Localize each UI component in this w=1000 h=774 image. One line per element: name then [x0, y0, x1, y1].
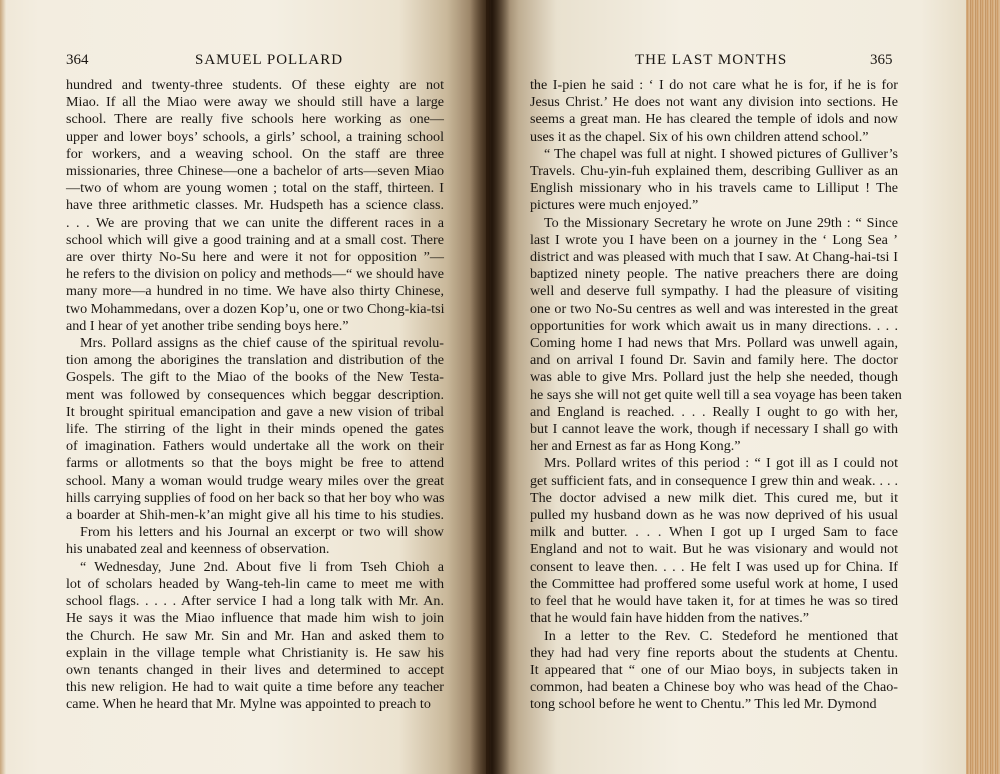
text-line: the I-pien he said : ‘ I do not care what he is for, if he is for: [530, 77, 898, 93]
text-line: lot of scholars headed by Wang-teh-lin came to meet me with: [66, 575, 444, 592]
text-line: English missionary who in his travels came to Lilliput ! The: [530, 180, 898, 197]
text-line: the Church. He saw Mr. Sin and Mr. Han and asked them to: [66, 627, 444, 644]
text-line: pictures were much enjoyed.”: [530, 197, 699, 214]
text-line: school which will give a good training and at a small cost. There: [66, 231, 444, 248]
text-line: hundred and twenty-three students. Of these eighty are not: [66, 77, 444, 93]
text-line: the Committee had proffered some useful work at home, I used: [530, 575, 898, 592]
text-line: school. There are really five schools here working as one—: [66, 111, 444, 128]
left-running-head: SAMUEL POLLARD: [195, 52, 344, 68]
text-line: From his letters and his Journal an excerpt or two will show: [80, 524, 444, 541]
text-line: this new religion. He had to wait quite a time before any teacher: [66, 679, 444, 696]
text-line: one or two No-Su centres as well and was interested in the great: [530, 300, 898, 317]
text-line: his unabated zeal and keenness of observation.: [66, 541, 330, 558]
text-line: seems a great man. He has cleared the temple of idols and now: [530, 111, 898, 128]
text-line: common, had beaten a Chinese boy who was head of the Chao-: [530, 679, 898, 696]
right-running-head: THE LAST MONTHS: [635, 52, 788, 68]
text-line: last I wrote you I have been on a journey in the ‘ Long Sea ’: [530, 231, 898, 248]
right-page-text: [530, 77, 902, 714]
text-line: school. Many a woman would trudge weary miles over the great: [66, 472, 444, 489]
text-line: Miao. If all the Miao were away we should still have a large: [66, 94, 444, 111]
left-page-text: [66, 77, 444, 714]
right-page: [490, 0, 968, 774]
text-line: Gospels. The gift to the Miao of the books of the New Testa-: [66, 369, 444, 386]
text-line: and I hear of yet another tribe sending boys here.”: [66, 317, 349, 334]
text-line: The doctor advised a new milk diet. This cured me, but it: [530, 489, 898, 506]
text-line: came. When he heard that Mr. Mylne was appointed to preach to: [66, 696, 431, 713]
text-line: It appeared that “ one of our Miao boys, in subjects taken in: [530, 661, 898, 678]
text-line: own tenants changed in their lives and determined to accept: [66, 661, 444, 678]
text-line: farms or allotments so that the boys might be free to attend: [66, 455, 444, 472]
text-line: life. The stirring of the light in their minds opened the gates: [66, 421, 444, 438]
text-line: pulled my husband down as he was now deprived of his usual: [530, 507, 898, 524]
text-line: milk and butter. . . . When I got up I urged Sam to face: [530, 524, 898, 541]
text-line: upper and lower boys’ schools, a girls’ school, a training school: [66, 128, 444, 145]
text-line: was able to give Mrs. Pollard just the help she needed, though: [530, 369, 898, 386]
text-line: they had had very fine reports about the students at Chentu.: [530, 644, 898, 661]
page-edges: [966, 0, 1000, 774]
text-line: uses it as the chapel. Six of his own children attend school.”: [530, 128, 869, 145]
text-line: consent to leave then. . . . He felt I was used up for China. If: [530, 558, 898, 575]
text-line: England and not to wait. But he was visionary and would not: [530, 541, 898, 558]
text-line: Jesus Christ.’ He does not want any division into sections. He: [530, 94, 898, 111]
text-line: explain in the village temple what Christianity is. He saw his: [66, 644, 444, 661]
text-line: he refers to the division on policy and methods—“ we should have: [66, 266, 444, 283]
text-line: for workers, and a weaving school. On the staff are three: [66, 145, 444, 162]
text-line: get sufficient fats, and in consequence I grew thin and weak. . . .: [530, 472, 898, 489]
text-line: It brought spiritual emancipation and gave a new vision of tribal: [66, 403, 444, 420]
book-gutter: [470, 0, 510, 774]
right-page-number: 365: [870, 52, 893, 68]
text-line: and on arrival I found Dr. Savin and family here. The doctor: [530, 352, 898, 369]
text-line: To the Missionary Secretary he wrote on June 29th : “ Since: [544, 214, 898, 231]
text-line: He says it was the Miao influence that made him wish to join: [66, 610, 444, 627]
text-line: and England is reached. . . . Really I ought to go with her,: [530, 403, 898, 420]
text-line: a boarder at Shih-men-k’an might give all his time to his studies.: [66, 507, 444, 524]
text-line: are over thirty No-Su here and were it not for opposition ”—: [66, 249, 444, 266]
text-line: of imagination. Fathers would undertake all the work on their: [66, 438, 444, 455]
text-line: ment was followed by consequences which beggar description.: [66, 386, 444, 403]
text-line: school flags. . . . . After service I had a long talk with Mr. An.: [66, 593, 444, 610]
text-line: Coming home I had news that Mrs. Pollard was unwell again,: [530, 335, 898, 352]
text-line: two Mohammedans, over a dozen Kop’u, one or two Chong-kia-tsi: [66, 300, 445, 317]
left-page-number: 364: [66, 52, 89, 68]
text-line: “ The chapel was full at night. I showed pictures of Gulliver’s: [544, 145, 898, 162]
text-line: to feel that he would have taken it, for at times he was so tired: [530, 593, 898, 610]
text-line: well and deserve full sympathy. I had the pleasure of visiting: [530, 283, 898, 300]
left-page: [0, 0, 486, 774]
text-line: . . . We are proving that we can unite the different races in a: [66, 214, 444, 231]
text-line: opportunities for work which await us in many directions. . . .: [530, 317, 898, 334]
text-line: “ Wednesday, June 2nd. About five li from Tseh Chioh a: [80, 558, 444, 575]
text-line: Mrs. Pollard assigns as the chief cause of the spiritual revolu-: [80, 335, 444, 352]
text-line: he says she will not get quite well till a sea voyage has been taken: [530, 386, 902, 403]
text-line: In a letter to the Rev. C. Stedeford he mentioned that: [544, 627, 898, 644]
text-line: Travels. Chu-yin-fuh explained them, describing Gulliver as an: [530, 163, 898, 180]
text-line: district and was pleased with much that I saw. At Chang-hai-tsi I: [530, 249, 898, 266]
text-line: —two of whom are young women ; total on the staff, thirteen. I: [66, 180, 444, 197]
text-line: her and Ernest as far as Hong Kong.”: [530, 438, 741, 455]
text-line: baptized ninety people. The native preachers there are doing: [530, 266, 898, 283]
text-line: tion among the aborigines the translation and distribution of the: [66, 352, 444, 369]
text-line: many more—a hundred in no time. We have also thirty Chinese,: [66, 283, 444, 300]
text-line: hills carrying supplies of food on her back so that her boy who was: [66, 489, 445, 506]
text-line: Mrs. Pollard writes of this period : “ I got ill as I could not: [544, 455, 898, 472]
text-line: tong school before he went to Chentu.” This led Mr. Dymond: [530, 696, 877, 713]
text-line: missionaries, three Chinese—one a bachelor of arts—seven Miao: [66, 163, 444, 180]
text-line: but I cannot leave the work, though if necessary I shall go with: [530, 421, 898, 438]
text-line: that he would fain have hidden from the natives.”: [530, 610, 810, 627]
left-page-edge: [0, 0, 6, 774]
text-line: have three arithmetic classes. Mr. Hudspeth has a science class.: [66, 197, 444, 214]
